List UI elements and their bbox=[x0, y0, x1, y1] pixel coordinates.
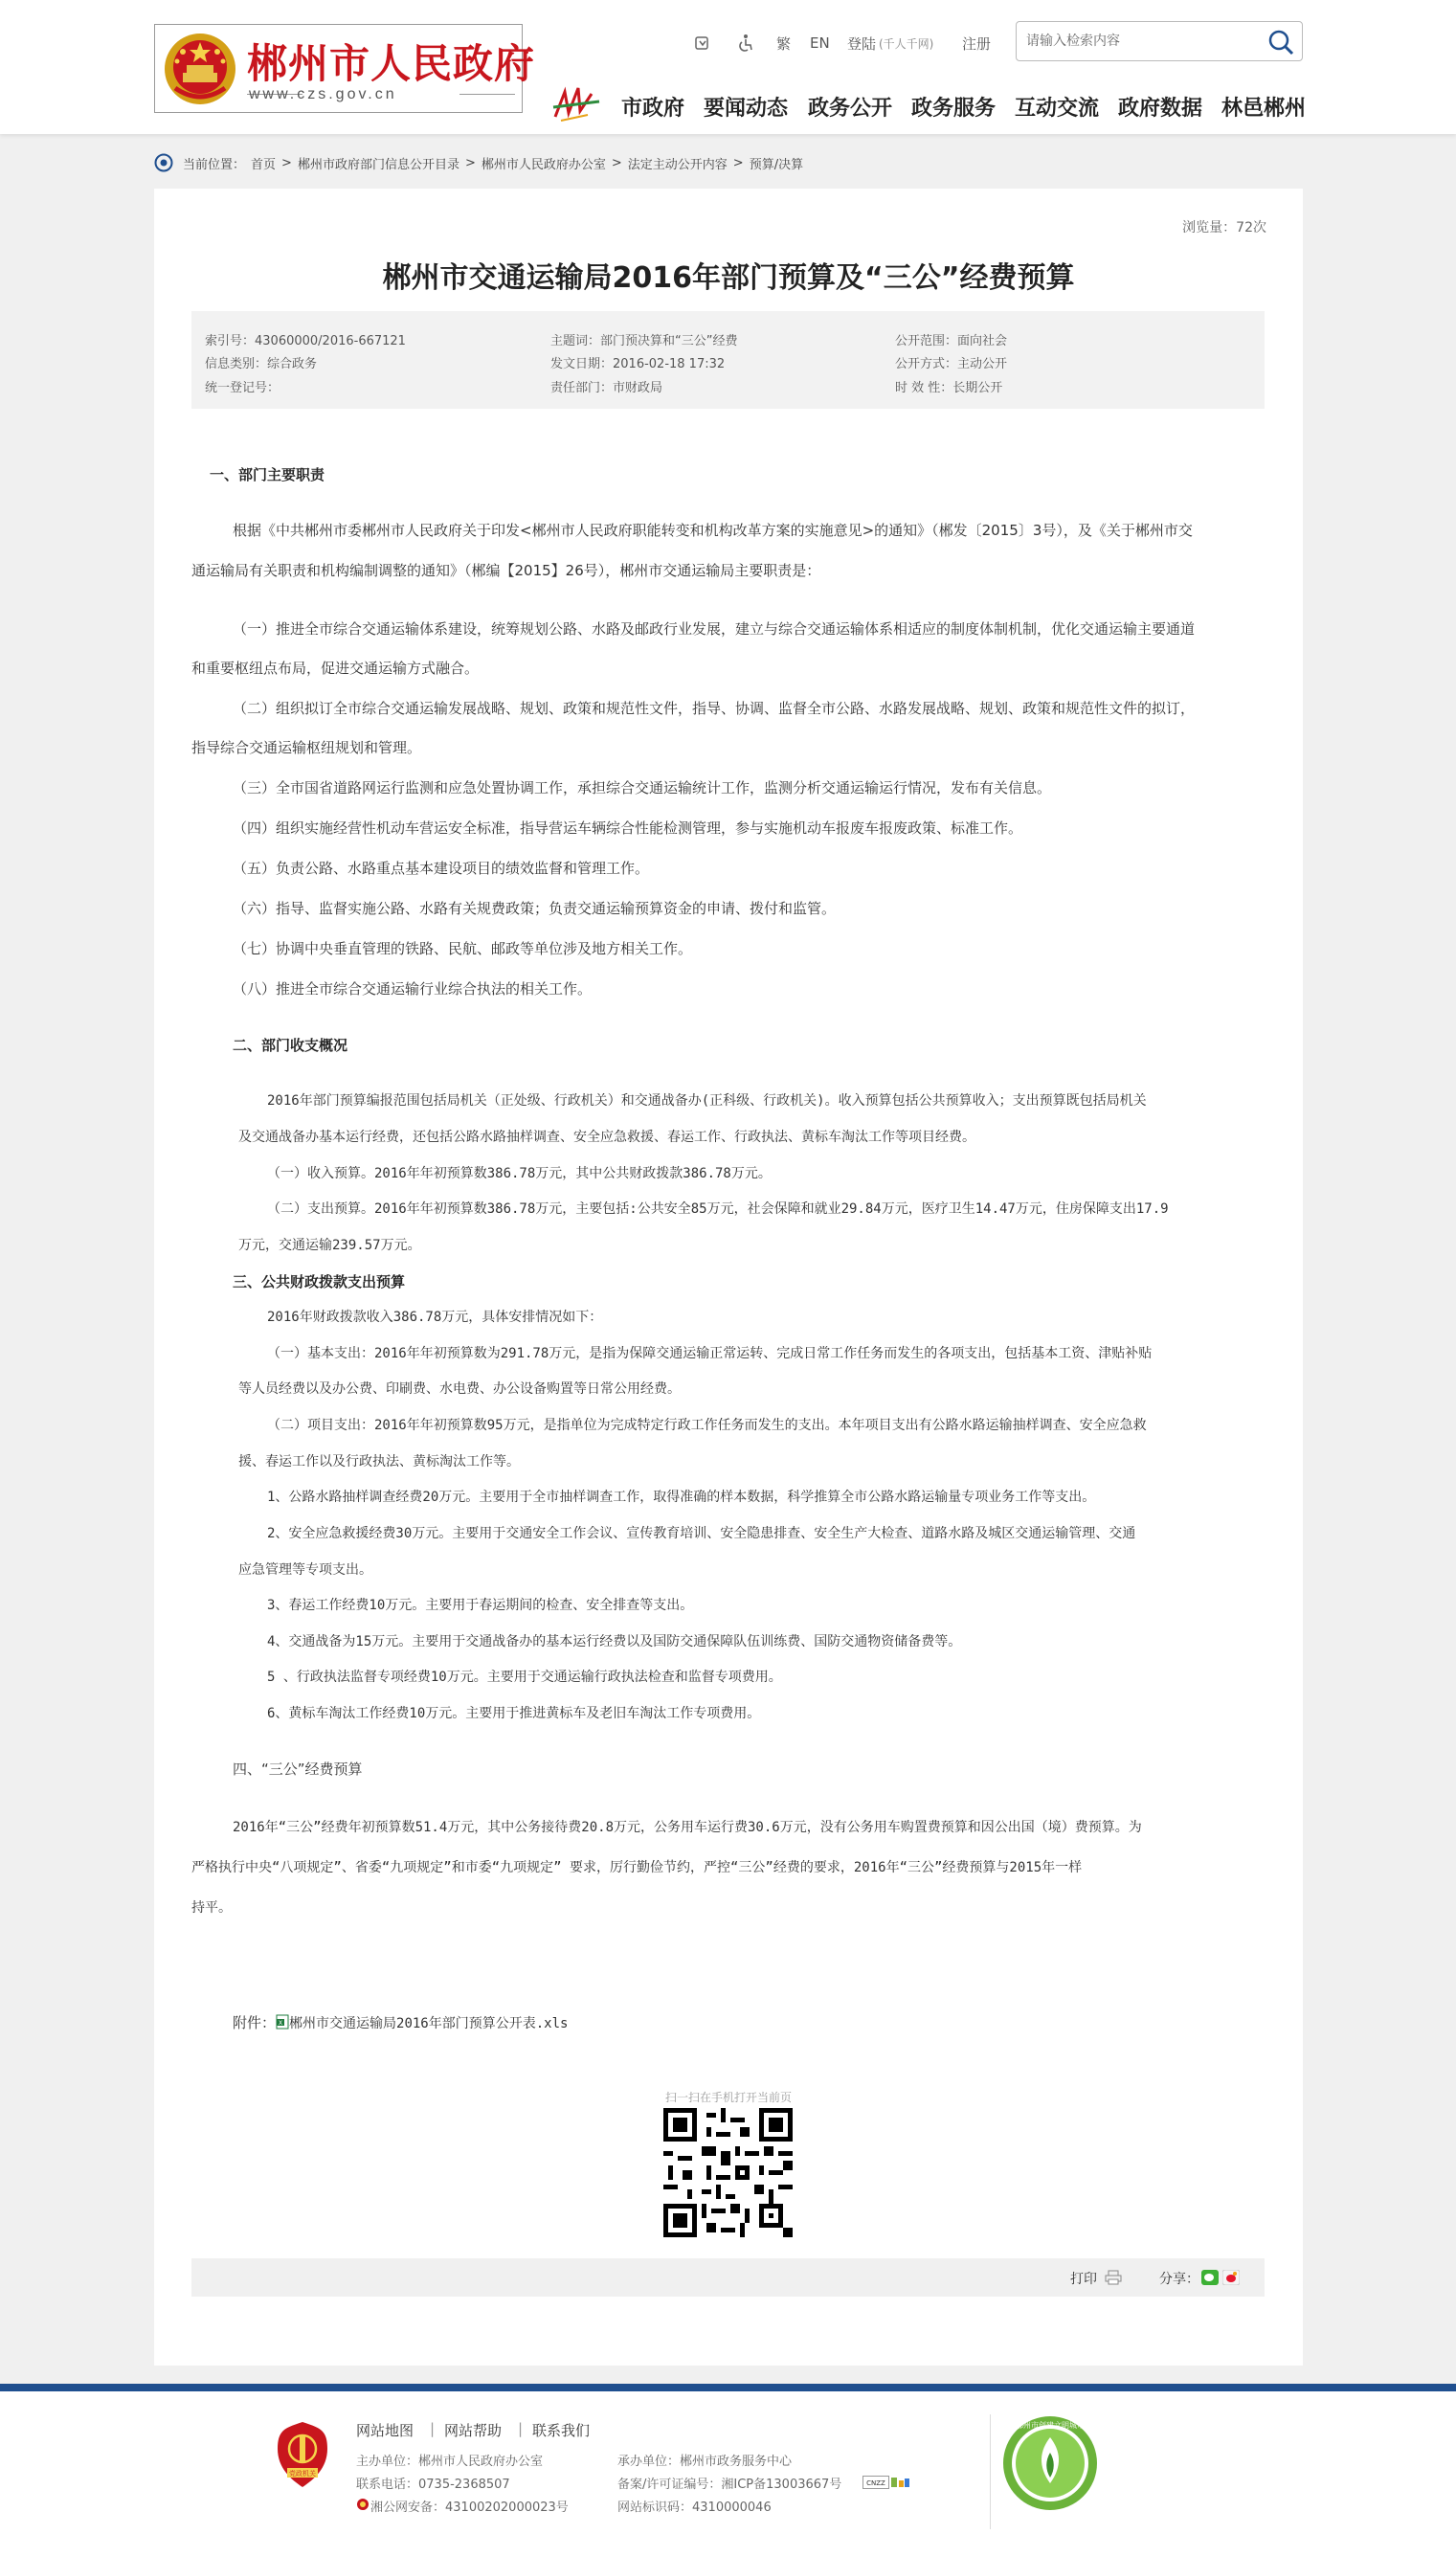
breadcrumb-separator: > bbox=[611, 155, 622, 170]
paragraph-line: 根据《中共郴州市委郴州市人民政府关于印发<郴州市人民政府职能转变和机构改革方案的实施意见>的通知》（郴发〔2015〕3号），及《关于郴州市交 bbox=[233, 522, 1193, 539]
english-link[interactable]: EN bbox=[810, 34, 830, 52]
nav-item-government-affairs[interactable]: 政务公开 bbox=[808, 97, 893, 121]
breadcrumb-separator: > bbox=[732, 155, 744, 170]
weibo-share-icon[interactable] bbox=[1222, 2270, 1240, 2285]
breadcrumb-separator: > bbox=[281, 155, 292, 170]
paragraph-line: 严格执行中央“八项规定”、省委“九项规定”和市委“九项规定” 要求，厉行勤俭节约，严控“三公”经费的要求，2016年“三公”经费预算与2015年一样 bbox=[191, 1860, 1083, 1875]
paragraph-line: 2、安全应急救援经费30万元。主要用于交通安全工作会议、宣传教育培训、安全隐患排查、安全生产大检查、道路水路及城区交通运输管理、交通 bbox=[267, 1526, 1136, 1541]
cnzz-stats-icon[interactable] bbox=[862, 2476, 910, 2489]
article-container bbox=[154, 189, 1303, 2366]
traditional-chinese-link[interactable]: 繁 bbox=[776, 34, 792, 53]
section-heading: 三、公共财政拨款支出预算 bbox=[233, 1273, 406, 1290]
paragraph-line: 及交通战备办基本运行经费，还包括公路水路抽样调查、安全应急救援、春运工作、行政执法、黄标车淘汰工作等项目经费。 bbox=[238, 1130, 975, 1145]
footer-site-code: 网站标识码：4310000046 bbox=[617, 2501, 772, 2515]
attachment bbox=[233, 2012, 568, 2032]
paragraph-line: 等人员经费以及办公费、印刷费、水电费、办公设备购置等日常公用经费。 bbox=[238, 1381, 681, 1397]
footer-police[interactable]: 湘公网安备：43100202000023号 bbox=[370, 2501, 569, 2515]
share-bar bbox=[191, 2258, 1265, 2297]
register-link[interactable]: 注册 bbox=[962, 34, 992, 53]
paragraph-line: 2016年财政拨款收入386.78万元，具体安排情况如下： bbox=[267, 1310, 603, 1325]
national-emblem-icon bbox=[162, 31, 238, 107]
paragraph-line: 援、春运工作以及行政执法、黄标淘汰工作等。 bbox=[238, 1454, 520, 1469]
nav-item-linyi-chenzhou[interactable]: 林邑郴州 bbox=[1221, 97, 1307, 121]
search-input[interactable] bbox=[1026, 31, 1246, 52]
site-footer bbox=[0, 2391, 1456, 2557]
qr-code-icon bbox=[663, 2108, 793, 2237]
footer-link-sitemap[interactable]: 网站地图 bbox=[356, 2422, 414, 2439]
site-url: www.czs.gov.cn bbox=[249, 86, 397, 102]
accessibility-icon[interactable] bbox=[737, 34, 754, 53]
footer-link-contact[interactable]: 联系我们 bbox=[532, 2422, 591, 2439]
wechat-share-icon[interactable] bbox=[1201, 2270, 1219, 2285]
login-note: (千人千网) bbox=[879, 36, 934, 51]
footer-divider bbox=[990, 2414, 991, 2529]
paragraph-line: 1、公路水路抽样调查经费20万元。主要用于全市抽样调查工作，取得准确的样本数据，科学推算全市公路水路运输量专项业务工作等支出。 bbox=[267, 1490, 1096, 1505]
document-meta bbox=[191, 311, 1265, 409]
meta-method: 公开方式：主动公开 bbox=[895, 357, 1008, 371]
paragraph-line: （一）收入预算。2016年年初预算数386.78万元，其中公共财政拨款386.78万元。 bbox=[267, 1166, 772, 1181]
paragraph-line: （五）负责公路、水路重点基本建设项目的绩效监督和管理工作。 bbox=[233, 860, 650, 877]
footer-icp[interactable]: 备案/许可证编号：湘ICP备13003667号 bbox=[617, 2478, 842, 2492]
meta-index-no: 索引号：43060000/2016-667121 bbox=[205, 334, 406, 348]
share-label: 分享： bbox=[1159, 2272, 1199, 2287]
seal-text: 郴州市创建文明城市 bbox=[1016, 2421, 1085, 2430]
paragraph-line: （二）组织拟订全市综合交通运输发展战略、规划、政策和规范性文件，指导、协调、监督全市公路、水路发展战略、规划、政策和规范性文件的拟订， bbox=[233, 700, 1196, 717]
paragraph-line: （一）推进全市综合交通运输体系建设，统筹规划公路、水路及邮政行业发展，建立与综合交通运输体系相适应的制度体制机制，优化交通运输主要通道 bbox=[233, 620, 1196, 638]
search-icon[interactable] bbox=[1267, 29, 1294, 56]
breadcrumb-item-office[interactable]: 郴州市人民政府办公室 bbox=[481, 157, 606, 172]
attachment-link[interactable]: 郴州市交通运输局2016年部门预算公开表.xls bbox=[289, 2016, 569, 2031]
footer-link-help[interactable]: 网站帮助 bbox=[444, 2422, 503, 2439]
view-count: 浏览量：72次 bbox=[1182, 220, 1266, 236]
civilized-city-seal-icon[interactable] bbox=[1001, 2414, 1099, 2512]
nav-item-government-data[interactable]: 政府数据 bbox=[1118, 97, 1203, 121]
section-heading: 一、部门主要职责 bbox=[210, 466, 325, 483]
party-government-badge-icon[interactable] bbox=[274, 2420, 331, 2489]
meta-date: 发文日期：2016-02-18 17:32 bbox=[550, 357, 726, 371]
meta-reg-no: 统一登记号： bbox=[205, 381, 280, 395]
paragraph-line: 应急管理等专项支出。 bbox=[238, 1562, 372, 1578]
breadcrumb-item-directory[interactable]: 郴州市政府部门信息公开目录 bbox=[297, 157, 459, 172]
footer-link-divider: | bbox=[430, 2420, 436, 2437]
section-heading: 四、“三公”经费预算 bbox=[233, 1761, 363, 1778]
breadcrumb bbox=[183, 152, 803, 173]
paragraph-line: 和重要枢纽点布局，促进交通运输方式融合。 bbox=[191, 660, 480, 677]
site-logo[interactable] bbox=[154, 24, 536, 113]
paragraph-line: 持平。 bbox=[191, 1900, 232, 1916]
qr-caption: 扫一扫在手机打开当前页 bbox=[664, 2091, 792, 2104]
paragraph-line: （六）指导、监督实施公路、水路有关规费政策；负责交通运输预算资金的申请、拨付和监管。 bbox=[233, 900, 837, 917]
breadcrumb-separator: > bbox=[464, 155, 476, 170]
nav-item-government-services[interactable]: 政务服务 bbox=[911, 97, 997, 121]
attachment-label: 附件： bbox=[233, 2014, 277, 2031]
section-heading: 二、部门收支概况 bbox=[233, 1037, 348, 1054]
paragraph-line: 3、春运工作经费10万元。主要用于春运期间的检查、安全排查等支出。 bbox=[267, 1598, 694, 1613]
breadcrumb-item-budget[interactable]: 预算/决算 bbox=[749, 157, 804, 172]
login-link[interactable]: 登陆 bbox=[847, 34, 877, 53]
site-header bbox=[0, 0, 1456, 134]
print-button[interactable]: 打印 bbox=[1070, 2272, 1097, 2287]
paragraph-line: 指导综合交通运输枢纽规划和管理。 bbox=[191, 739, 422, 756]
tts-icon[interactable] bbox=[694, 34, 711, 52]
paragraph-line: （四）组织实施经营性机动车营运安全标准，指导营运车辆综合性能检测管理，参与实施机动车报废车报废政策、标准工作。 bbox=[233, 819, 1023, 837]
nav-item-city-government[interactable]: 市政府 bbox=[621, 97, 685, 121]
site-title: 郴州市人民政府 bbox=[247, 40, 536, 87]
paragraph-line: 2016年部门预算编报范围包括局机关（正处级、行政机关）和交通战备办(正科级、行政机关)。收入预算包括公共预算收入；支出预算既包括局机关 bbox=[267, 1093, 1147, 1109]
excel-file-icon bbox=[276, 2014, 289, 2030]
svg-text:X: X bbox=[278, 2020, 283, 2027]
footer-top-border bbox=[0, 2384, 1456, 2391]
footer-link-divider: | bbox=[518, 2420, 524, 2437]
meta-subject: 主题词：部门预决算和“三公”经费 bbox=[550, 334, 738, 348]
footer-phone: 联系电话：0735-2368507 bbox=[356, 2478, 510, 2492]
print-icon[interactable] bbox=[1105, 2270, 1122, 2285]
footer-host: 主办单位：郴州市人民政府办公室 bbox=[356, 2455, 544, 2469]
logo-divider bbox=[459, 94, 515, 95]
paragraph-line: 6、黄标车淘汰工作经费10万元。主要用于推进黄标车及老旧车淘汰工作专项费用。 bbox=[267, 1706, 761, 1721]
search-box bbox=[1016, 21, 1303, 61]
meta-category: 信息类别：综合政务 bbox=[205, 357, 318, 371]
paragraph-line: （八）推进全市综合交通运输行业综合执法的相关工作。 bbox=[233, 980, 593, 998]
meta-scope: 公开范围：面向社会 bbox=[895, 334, 1008, 348]
police-badge-icon bbox=[356, 2498, 370, 2511]
breadcrumb-label: 当前位置： bbox=[183, 157, 246, 172]
paragraph-line: 通运输局有关职责和机构编制调整的通知》（郴编【2015】26号），郴州市交通运输局主要职责是： bbox=[191, 562, 821, 579]
paragraph-line: 5 、行政执法监督专项经费10万元。主要用于交通运输行政执法检查和监督专项费用。 bbox=[267, 1670, 782, 1685]
paragraph-line: （二）项目支出：2016年年初预算数95万元，是指单位为完成特定行政工作任务而发生的支出。本年项目支出有公路水路运输抽样调查、安全应急救 bbox=[267, 1418, 1147, 1433]
paragraph-line: （七）协调中央垂直管理的铁路、民航、邮政等单位涉及地方相关工作。 bbox=[233, 940, 693, 957]
location-icon bbox=[154, 153, 173, 172]
meta-validity: 时 效 性：长期公开 bbox=[895, 381, 1003, 395]
paragraph-line: 4、交通战备为15万元。主要用于交通战备办的基本运行经费以及国防交通保障队伍训练费、国防交通物资储备费等。 bbox=[267, 1634, 962, 1649]
paragraph-line: （一）基本支出：2016年年初预算数为291.78万元，是指为保障交通运输正常运转、完成日常工作任务而发生的各项支出，包括基本工资、津贴补贴 bbox=[267, 1346, 1153, 1361]
paragraph-line: （二）支出预算。2016年年初预算数386.78万元，主要包括:公共安全85万元，社会保障和就业29.84万元，医疗卫生14.47万元，住房保障支出17.9 bbox=[267, 1201, 1169, 1217]
footer-operator: 承办单位：郴州市政务服务中心 bbox=[617, 2455, 793, 2469]
nav-item-interaction[interactable]: 互动交流 bbox=[1015, 97, 1100, 121]
breadcrumb-item-home[interactable]: 首页 bbox=[251, 157, 277, 172]
breadcrumb-item-statutory[interactable]: 法定主动公开内容 bbox=[627, 157, 728, 172]
badge-text: 党政机关 bbox=[289, 2470, 316, 2478]
meta-dept: 责任部门：市财政局 bbox=[550, 381, 663, 395]
paragraph-line: （三）全市国省道路网运行监测和应急处置协调工作，承担综合交通运输统计工作，监测分析交通运输运行情况，发布有关信息。 bbox=[233, 779, 1052, 796]
nav-decoration-icon bbox=[551, 84, 601, 123]
paragraph-line: 2016年“三公”经费年初预算数51.4万元，其中公务接待费20.8万元，公务用车运行费30.6万元，没有公务用车购置费预算和因公出国（境）费预算。为 bbox=[233, 1820, 1142, 1835]
page-title: 郴州市交通运输局2016年部门预算及“三公”经费预算 bbox=[382, 261, 1075, 295]
paragraph-line: 万元，交通运输239.57万元。 bbox=[238, 1238, 421, 1253]
nav-item-news[interactable]: 要闻动态 bbox=[704, 97, 789, 121]
svg-text:CNZZ: CNZZ bbox=[866, 2479, 885, 2487]
